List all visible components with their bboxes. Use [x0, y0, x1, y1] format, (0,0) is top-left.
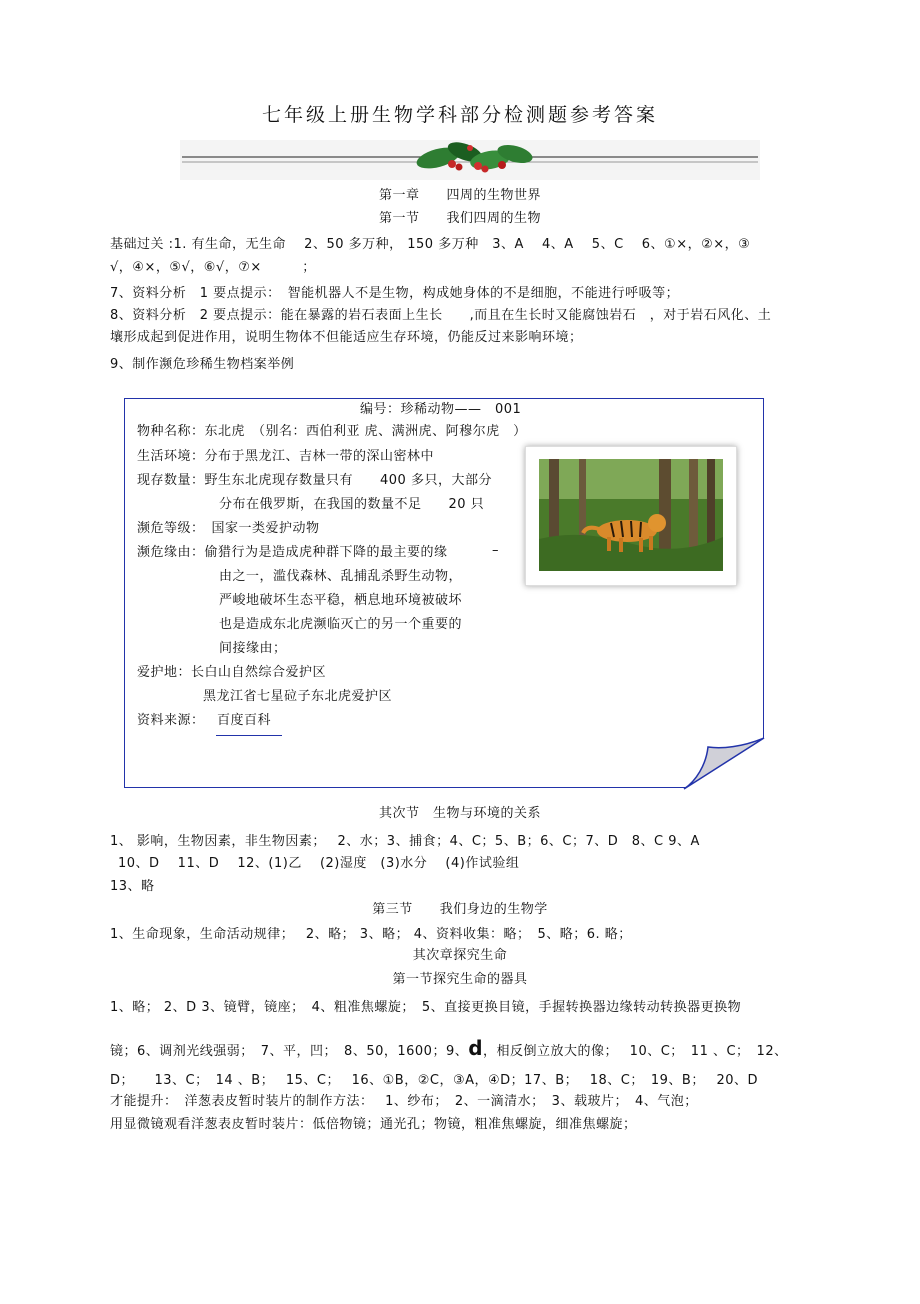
- card-species-name: 物种名称：东北虎 （别名：西伯利亚 虎、满洲虎、阿穆尔虎 ）: [137, 424, 527, 439]
- card-reason-cont: 由之一，滥伐森林、乱捕乱杀野生动物，: [219, 569, 463, 584]
- document-title: 七年级上册生物学科部分检测题参考答案: [261, 104, 658, 126]
- answer-line: 8、资料分析 2 要点提示：能在暴露的岩石表面上生长 ,而且在生长时又能腐蚀岩石 ，对于岩石风化、土: [110, 308, 772, 323]
- answer-line: D； 13、C； 14 、B； 15、C； 16、①B，②C，③A，④D；17、B； 18、C； 19、B； 20、D: [110, 1073, 759, 1088]
- answer-line: 1、 影响，生物因素，非生物因素； 2、水；3、捕食；4、C；5、B；6、C；7、D 8、C 9、A: [110, 834, 700, 849]
- card-reason: 濒危缘由：偷猎行为是造成虎种群下降的最主要的缘: [137, 545, 448, 560]
- answer-line: 壤形成起到促进作用，说明生物体不但能适应生存环境，仍能反过来影响环境；: [110, 330, 583, 345]
- card-protect-cont: 黑龙江省七星砬子东北虎爱护区: [203, 689, 393, 704]
- card-reason-cont: 间接缘由；: [219, 641, 287, 656]
- answer-line: 用显微镜观看洋葱表皮暂时装片：低倍物镜；通光孔；物镜，粗准焦螺旋，细准焦螺旋；: [110, 1117, 637, 1132]
- answer-part: ，相反倒立放大的像； 10、C； 11 、C； 12、: [483, 1044, 788, 1059]
- tiger-photo-icon: [539, 459, 723, 571]
- answer-line: 基础过关 :1. 有生命，无生命 2、50 多万种， 150 多万种 3、A 4、A 5、C 6、①×，②×，③: [110, 237, 751, 252]
- answer-line: 才能提升： 洋葱表皮暂时装片的制作方法： 1、纱布； 2、一滴清水； 3、载玻片； 4、气泡；: [110, 1094, 698, 1109]
- answer-line: 7、资料分析 1 要点提示： 智能机器人不是生物，构成她身体的不是细胞，不能进行呼吸等；: [110, 286, 680, 301]
- section3-heading: 第三节 我们身边的生物学: [372, 902, 548, 917]
- answer-line: 1、略； 2、D 3、镜臂，镜座； 4、粗准焦螺旋； 5、直接更换目镜，手握转换器边缘转动转换器更换物: [110, 1000, 742, 1015]
- source-underline: [216, 735, 282, 736]
- answer-line: 10、D 11、D 12、(1)乙 (2)湿度 (3)水分 (4)作试验组: [118, 856, 520, 871]
- answer-line: 9、制作濒危珍稀生物档案举例: [110, 357, 295, 372]
- answer-line: 13、略: [110, 879, 155, 894]
- card-habitat: 生活环境：分布于黑龙江、吉林一带的深山密林中: [137, 449, 435, 464]
- answer-letter-d: d: [468, 1036, 484, 1060]
- answer-line: [110, 1036, 788, 1060]
- card-count-cont: 分布在俄罗斯，在我国的数量不足 20 只: [219, 497, 485, 512]
- chapter2-section1-heading: 第一节探究生命的器具: [392, 972, 528, 987]
- chapter2-heading: 其次章探究生命: [412, 948, 508, 963]
- chapter1-section1-heading: 第一节 我们四周的生物: [378, 211, 541, 226]
- answer-line: 1、生命现象，生命活动规律； 2、略； 3、略； 4、资料收集：略； 5、略；6. 略；: [110, 927, 632, 942]
- card-reason-cont: 严峻地破坏生态平稳，栖息地环境被破坏: [219, 593, 463, 608]
- card-level: 濒危等级： 国家一类爱护动物: [137, 521, 320, 536]
- card-count: 现存数量：野生东北虎现存数量只有 400 多只，大部分: [137, 473, 492, 488]
- card-protect: 爱护地：长白山自然综合爱护区: [137, 665, 327, 680]
- page-curl-icon: [682, 737, 766, 791]
- card-reason-dash: –: [492, 543, 499, 558]
- card-reason-cont: 也是造成东北虎濒临灭亡的另一个重要的: [219, 617, 463, 632]
- chapter1-heading: 第一章 四周的生物世界: [378, 188, 541, 203]
- card-source-value: 百度百科: [217, 713, 272, 728]
- tiger-photo-frame: [525, 446, 737, 586]
- card-number: 编号：珍稀动物—— 001: [360, 402, 522, 417]
- answer-line: √，④×，⑤√，⑥√，⑦× ；: [110, 260, 316, 275]
- answer-part: 镜；6、调剂光线强弱； 7、平，凹； 8、50，1600；9、: [110, 1044, 469, 1059]
- card-source-label: 资料来源：: [137, 713, 205, 728]
- holly-divider-icon: [180, 140, 760, 180]
- section2-heading: 其次节 生物与环境的关系: [378, 806, 541, 821]
